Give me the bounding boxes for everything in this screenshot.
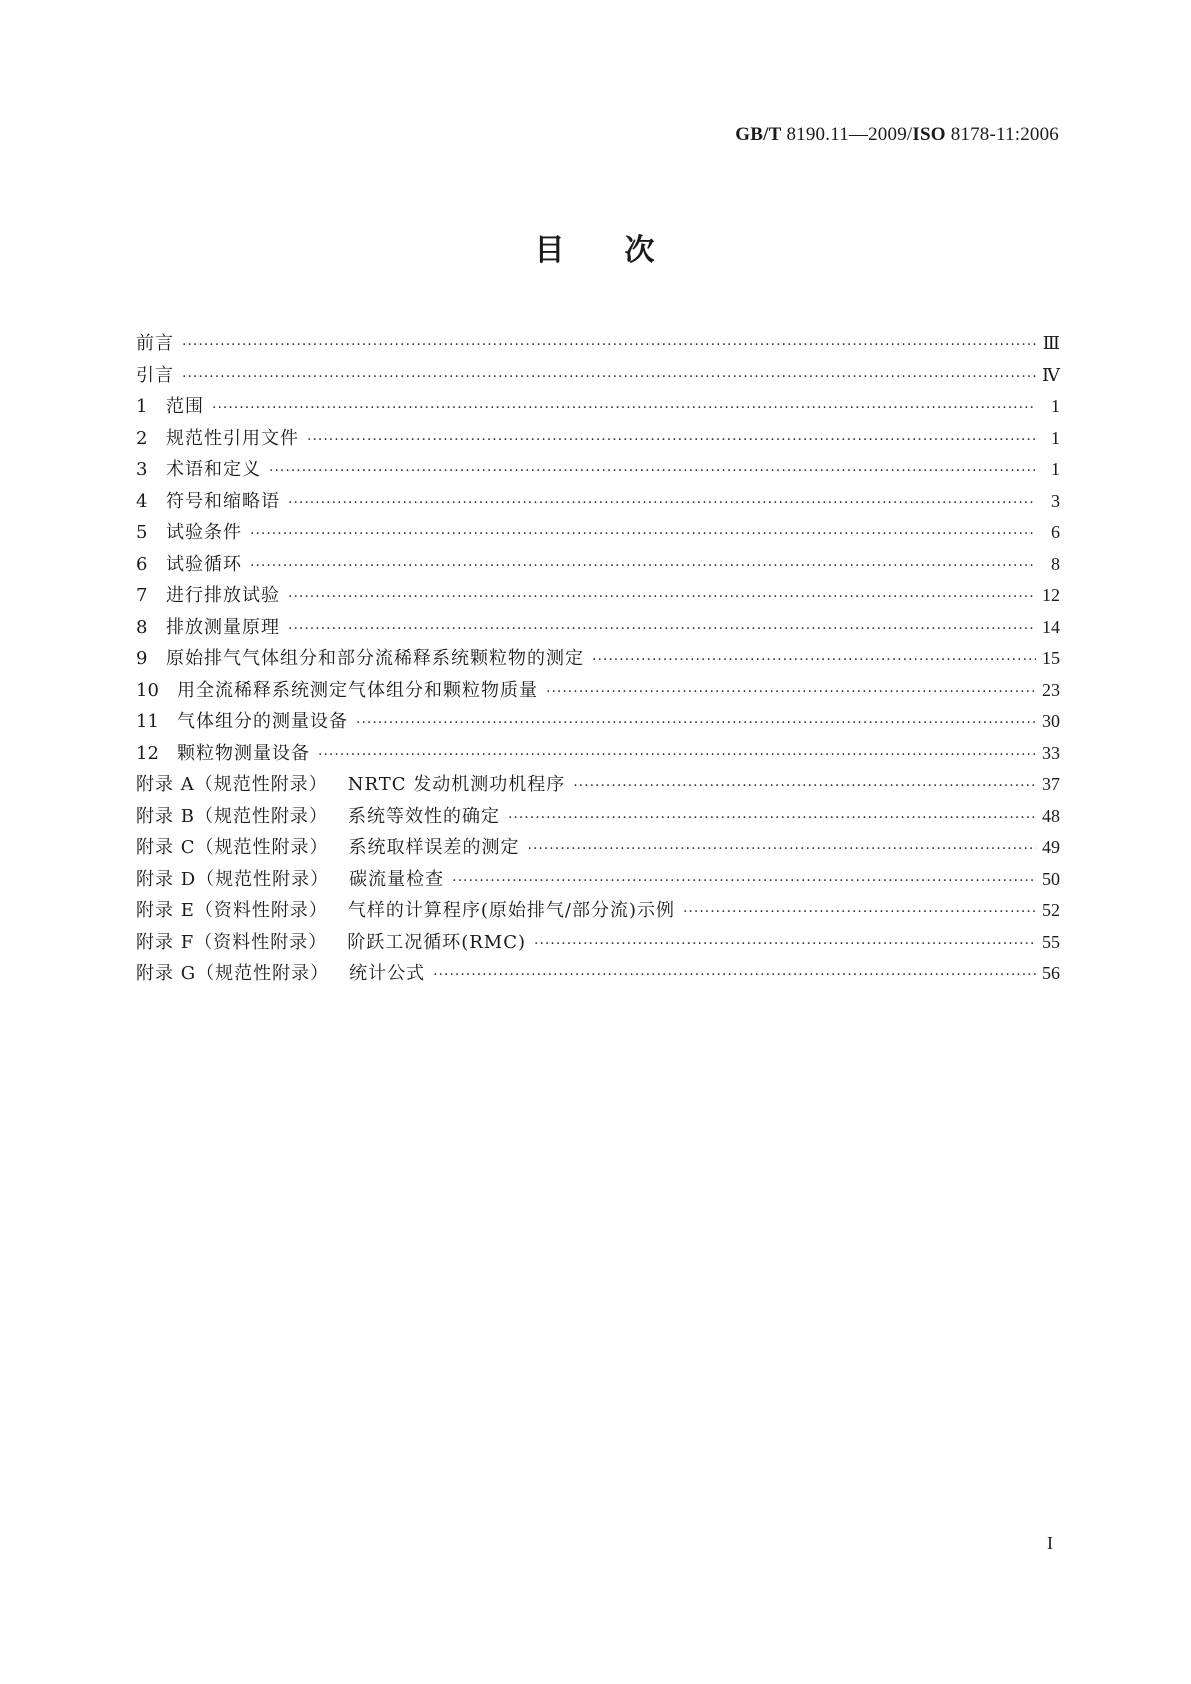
toc-entry[interactable] xyxy=(136,360,1060,392)
toc-entry-subtitle: 系统等效性的确定 xyxy=(347,805,500,827)
toc-entry-label: 原始排气气体组分和部分流稀释系统颗粒物的测定 xyxy=(166,648,584,669)
toc-entry[interactable] xyxy=(136,832,1060,864)
toc-entry-page: Ⅲ xyxy=(1042,333,1060,353)
toc-dot-leader xyxy=(356,708,1036,740)
iso-number: 8178-11:2006 xyxy=(950,124,1059,145)
page-title xyxy=(0,225,1191,269)
toc-entry-subtitle: 碳流量检查 xyxy=(349,868,445,890)
title-char-1: 目 xyxy=(534,233,567,268)
toc-dot-leader xyxy=(182,330,1036,362)
toc-dot-leader xyxy=(318,740,1036,772)
toc-entry-label: 附录 E（资料性附录） xyxy=(136,900,328,921)
toc-entry-number: 4 xyxy=(136,490,148,512)
toc-entry[interactable] xyxy=(136,801,1060,833)
toc-entry-label: 试验条件 xyxy=(166,522,242,543)
toc-dot-leader xyxy=(683,897,1036,929)
toc-entry[interactable] xyxy=(136,643,1060,675)
toc-dot-leader xyxy=(212,393,1036,425)
toc-dot-leader xyxy=(433,960,1036,992)
toc-entry[interactable] xyxy=(136,580,1060,612)
toc-dot-leader xyxy=(307,425,1036,457)
title-char-2: 次 xyxy=(624,233,657,268)
toc-entry-number: 6 xyxy=(136,553,148,575)
toc-entry-number: 3 xyxy=(136,459,148,480)
toc-dot-leader xyxy=(573,771,1036,803)
toc-entry-label: 范围 xyxy=(166,396,204,417)
toc-entry-page: 33 xyxy=(1042,742,1060,763)
toc-dot-leader xyxy=(288,614,1036,646)
toc-entry[interactable] xyxy=(136,675,1060,707)
toc-entry[interactable] xyxy=(136,769,1060,801)
toc-entry-label: 颗粒物测量设备 xyxy=(177,742,310,764)
toc-entry-label: 规范性引用文件 xyxy=(166,427,299,449)
toc-entry-page: 1 xyxy=(1051,459,1060,479)
toc-entry-label: 进行排放试验 xyxy=(166,585,280,606)
toc-entry[interactable] xyxy=(136,706,1060,738)
toc-entry-label: 附录 A（规范性附录） xyxy=(136,774,328,795)
toc-entry-number: 9 xyxy=(136,648,148,669)
toc-entry[interactable] xyxy=(136,517,1060,549)
toc-dot-leader xyxy=(528,834,1037,866)
toc-dot-leader xyxy=(592,645,1036,677)
toc-entry[interactable] xyxy=(136,864,1060,896)
toc-entry-label: 前言 xyxy=(136,333,174,354)
toc-entry[interactable] xyxy=(136,927,1060,959)
toc-entry-page: 3 xyxy=(1051,490,1060,511)
toc-entry-label: 符号和缩略语 xyxy=(166,490,280,512)
toc-entry-number: 8 xyxy=(136,616,148,638)
toc-entry-page: 55 xyxy=(1042,931,1060,952)
toc-dot-leader xyxy=(250,519,1036,551)
toc-entry-number: 10 xyxy=(136,679,159,701)
toc-entry-label: 用全流稀释系统测定气体组分和颗粒物质量 xyxy=(177,679,538,701)
toc-entry-page: Ⅳ xyxy=(1042,364,1060,385)
toc-dot-leader xyxy=(508,803,1036,835)
toc-entry-page: 56 xyxy=(1042,963,1060,983)
toc-entry-label: 附录 B（规范性附录） xyxy=(136,805,328,827)
toc-entry-number: 2 xyxy=(136,427,148,449)
toc-entry[interactable] xyxy=(136,328,1060,360)
toc-entry-page: 8 xyxy=(1051,553,1060,574)
toc-entry-page: 50 xyxy=(1042,868,1060,889)
toc-entry[interactable] xyxy=(136,958,1060,990)
toc-entry-subtitle: 阶跃工况循环(RMC) xyxy=(347,931,527,953)
toc-entry[interactable] xyxy=(136,454,1060,486)
iso-prefix: ISO xyxy=(912,124,946,145)
toc-entry-subtitle: NRTC 发动机测功机程序 xyxy=(347,774,566,795)
toc-entry-subtitle: 气样的计算程序(原始排气/部分流)示例 xyxy=(347,900,675,921)
toc-entry-page: 30 xyxy=(1042,711,1060,731)
toc-entry-label: 气体组分的测量设备 xyxy=(177,711,348,732)
toc-entry-label: 引言 xyxy=(136,364,174,386)
toc-dot-leader xyxy=(546,677,1036,709)
std-prefix: GB/T xyxy=(735,124,782,145)
toc-entry-page: 48 xyxy=(1042,805,1060,826)
toc-entry-page: 49 xyxy=(1042,837,1060,857)
toc-entry-page: 1 xyxy=(1051,396,1060,416)
toc-entry[interactable] xyxy=(136,391,1060,423)
toc-entry[interactable] xyxy=(136,549,1060,581)
toc-entry-number: 1 xyxy=(136,396,148,417)
toc-entry-label: 附录 D（规范性附录） xyxy=(136,868,330,890)
standard-code-header xyxy=(735,124,1059,146)
toc-entry-label: 试验循环 xyxy=(166,553,242,575)
toc-entry-label: 排放测量原理 xyxy=(166,616,280,638)
toc-entry-page: 14 xyxy=(1042,616,1060,637)
toc-entry-number: 11 xyxy=(136,711,159,732)
toc-entry-label: 附录 G（规范性附录） xyxy=(136,963,330,984)
toc-entry[interactable] xyxy=(136,423,1060,455)
toc-entry-label: 术语和定义 xyxy=(166,459,261,480)
toc-dot-leader xyxy=(452,866,1036,898)
toc-dot-leader xyxy=(534,929,1036,961)
std-number: 8190.11—2009/ xyxy=(786,124,913,145)
toc-entry[interactable] xyxy=(136,486,1060,518)
toc-dot-leader xyxy=(288,582,1036,614)
toc-entry-page: 12 xyxy=(1042,585,1060,605)
toc-entry-subtitle: 统计公式 xyxy=(349,963,426,984)
toc-entry-number: 5 xyxy=(136,522,148,543)
toc-dot-leader xyxy=(250,551,1036,583)
toc-entry[interactable] xyxy=(136,895,1060,927)
toc-entry-page: 23 xyxy=(1042,679,1060,700)
toc-entry-page: 1 xyxy=(1051,427,1060,448)
toc-entry-number: 12 xyxy=(136,742,159,764)
toc-entry-label: 附录 F（资料性附录） xyxy=(136,931,328,953)
toc-entry[interactable] xyxy=(136,612,1060,644)
toc-entry[interactable] xyxy=(136,738,1060,770)
toc-entry-number: 7 xyxy=(136,585,148,606)
toc-entry-page: 15 xyxy=(1042,648,1060,668)
toc-dot-leader xyxy=(182,362,1036,394)
toc-entry-page: 52 xyxy=(1042,900,1060,920)
toc-entry-label: 附录 C（规范性附录） xyxy=(136,837,329,858)
toc-dot-leader xyxy=(288,488,1036,520)
toc-entry-subtitle: 系统取样误差的测定 xyxy=(348,837,520,858)
page-number: I xyxy=(1047,1533,1053,1553)
toc-dot-leader xyxy=(269,456,1036,488)
toc-entry-page: 37 xyxy=(1042,774,1060,794)
table-of-contents xyxy=(136,328,1060,990)
toc-entry-page: 6 xyxy=(1051,522,1060,542)
